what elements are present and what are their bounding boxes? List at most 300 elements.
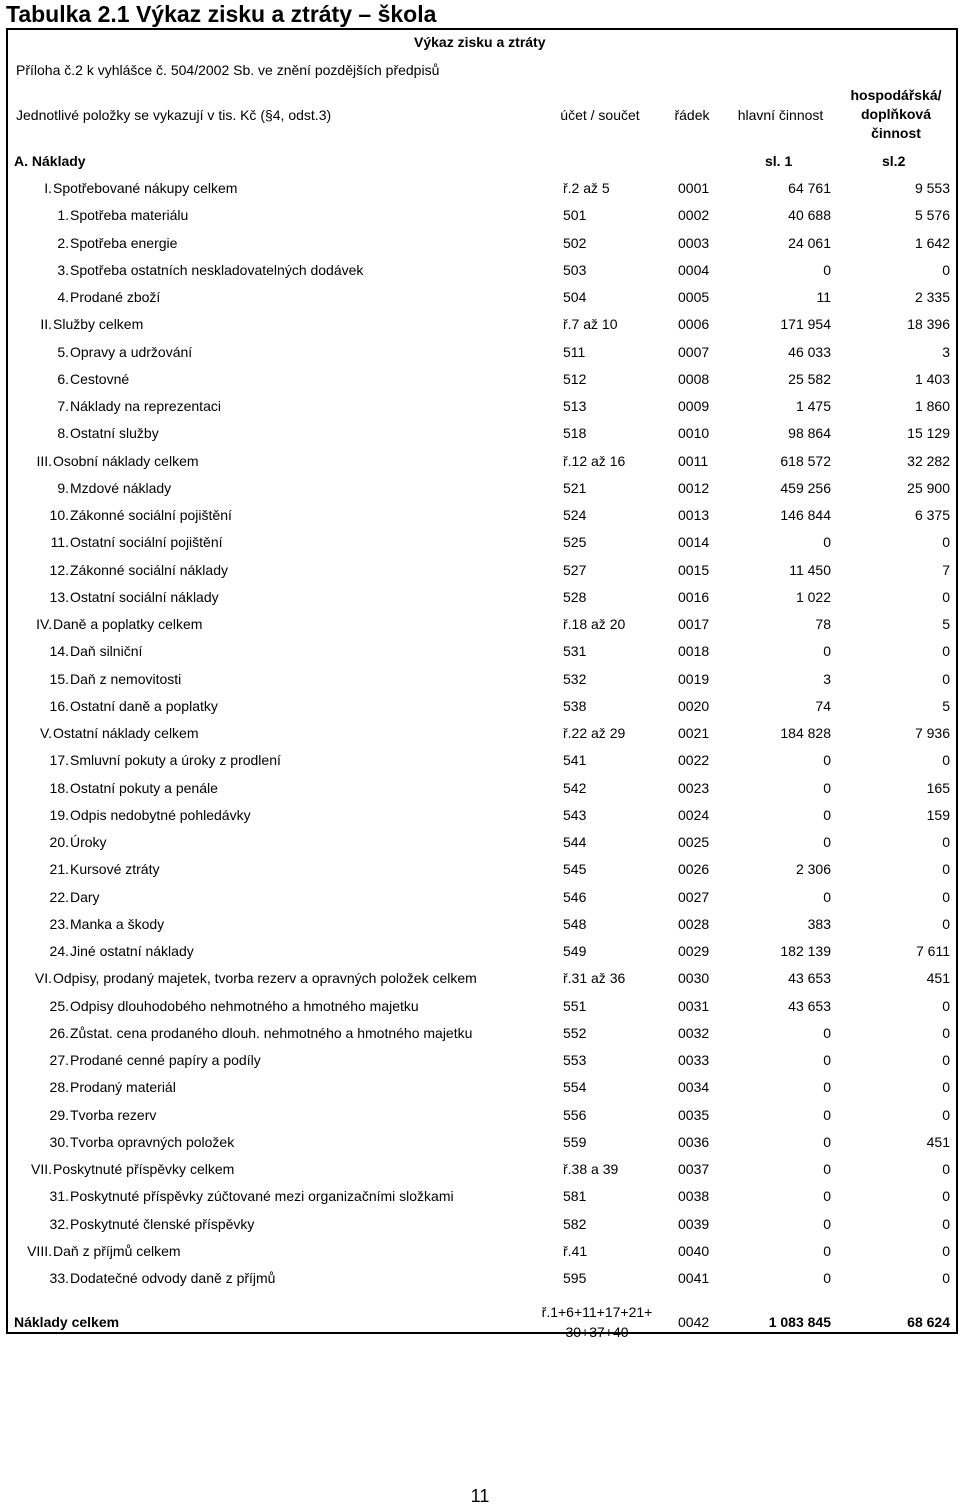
- row-label: Odpisy dlouhodobého nehmotného a hmotného majetku: [70, 997, 419, 1014]
- row-line: 0028: [678, 915, 710, 932]
- row-side-value: 0: [942, 1161, 950, 1177]
- row-main-value: 0: [823, 1242, 831, 1259]
- total-label: Náklady celkem: [14, 1314, 120, 1331]
- row-main-value: 0: [823, 779, 831, 796]
- row-number: 15.: [49, 670, 69, 687]
- row-main-value: 171 954: [780, 316, 831, 333]
- row-account: 546: [563, 888, 587, 905]
- row-account: 521: [563, 479, 587, 496]
- row-side-value: 0: [942, 1052, 950, 1068]
- table-row: [0, 584, 960, 611]
- table-row: [0, 1020, 960, 1047]
- row-number: VI.: [34, 970, 52, 987]
- row-side-value: 451: [926, 1133, 950, 1150]
- row-main-value: 1 475: [795, 398, 831, 414]
- row-label: Ostatní sociální pojištění: [70, 534, 223, 551]
- row-label: Dary: [70, 888, 100, 905]
- row-line: 0019: [678, 670, 710, 687]
- row-account: 511: [563, 343, 586, 360]
- row-main-value: 0: [823, 534, 831, 551]
- row-line: 0021: [678, 725, 710, 741]
- row-line: 0041: [678, 1270, 710, 1286]
- row-line: 0025: [678, 834, 710, 850]
- row-line: 0032: [678, 1024, 710, 1041]
- table-row: [0, 611, 960, 638]
- table-row: [0, 829, 960, 856]
- row-line: 0017: [678, 616, 710, 632]
- table-row: [0, 557, 960, 584]
- row-side-value: 0: [942, 1106, 950, 1123]
- row-side-value: 0: [942, 752, 950, 769]
- row-label: Dodatečné odvody daně z příjmů: [70, 1270, 276, 1286]
- row-account: ř.22 až 29: [563, 725, 626, 741]
- table-row: [0, 502, 960, 529]
- row-line: 0022: [678, 752, 710, 769]
- row-label: Tvorba opravných položek: [70, 1133, 235, 1150]
- row-main-value: 24 061: [788, 234, 831, 251]
- row-account: 581: [563, 1188, 587, 1205]
- row-main-value: 3: [823, 670, 831, 687]
- row-label: Prodané cenné papíry a podíly: [70, 1052, 261, 1068]
- col-side-header: hospodářská/ doplňková činnost: [850, 87, 942, 141]
- row-main-value: 98 864: [788, 425, 831, 442]
- table-row: [0, 1102, 960, 1129]
- row-side-value: 5 576: [914, 207, 950, 224]
- row-account: ř.2 až 5: [563, 180, 610, 196]
- row-label: Zákonné sociální pojištění: [70, 507, 232, 523]
- row-account: 548: [563, 915, 587, 932]
- row-side-value: 18 396: [907, 316, 950, 333]
- row-number: 8.: [57, 425, 69, 442]
- total-side-value: 68 624: [907, 1314, 950, 1331]
- table-row: [0, 993, 960, 1020]
- table-row: [0, 666, 960, 693]
- row-account: 559: [563, 1133, 587, 1150]
- row-side-value: 9 553: [914, 180, 950, 196]
- row-label: Prodané zboží: [70, 289, 161, 305]
- row-number: 20.: [49, 834, 69, 850]
- row-account: 525: [563, 534, 587, 551]
- row-line: 0031: [678, 997, 710, 1014]
- row-label: Mzdové náklady: [70, 479, 172, 496]
- row-side-value: 1 642: [914, 234, 950, 251]
- row-side-value: 2 335: [914, 289, 950, 305]
- row-account: ř.38 a 39: [563, 1161, 619, 1177]
- row-main-value: 184 828: [780, 725, 831, 741]
- row-account: 512: [563, 370, 587, 387]
- row-main-value: 11: [816, 289, 831, 305]
- table-row: [0, 965, 960, 992]
- row-side-value: 15 129: [907, 425, 950, 442]
- row-label: Spotřebované nákupy celkem: [53, 180, 238, 196]
- row-number: III.: [36, 452, 52, 469]
- row-number: 7.: [57, 398, 69, 414]
- row-number: 2.: [57, 234, 69, 251]
- row-number: II.: [40, 316, 52, 333]
- row-account: 531: [563, 643, 587, 660]
- row-side-value: 7 936: [914, 725, 950, 741]
- row-line: 0036: [678, 1133, 710, 1150]
- row-account: ř.31 až 36: [563, 970, 626, 987]
- row-main-value: 0: [823, 834, 831, 850]
- total-line: 0042: [678, 1314, 710, 1331]
- table-row: [0, 1074, 960, 1101]
- row-label: Ostatní daně a poplatky: [70, 697, 218, 714]
- row-number: 19.: [49, 806, 69, 823]
- section-a-heading: A. Náklady: [14, 153, 86, 169]
- row-number: VIII.: [27, 1242, 52, 1259]
- row-side-value: 165: [926, 779, 950, 796]
- total-main-value: 1 083 845: [768, 1314, 831, 1331]
- row-account: 595: [563, 1270, 587, 1286]
- row-line: 0001: [678, 180, 710, 196]
- units-note: Jednotlivé položky se vykazují v tis. Kč (§4, odst.3): [16, 107, 332, 123]
- row-side-value: 3: [942, 343, 950, 360]
- row-main-value: 459 256: [780, 479, 831, 496]
- row-line: 0013: [678, 507, 710, 523]
- row-account: 551: [563, 997, 587, 1014]
- row-number: 1.: [57, 207, 69, 224]
- table-row: [0, 284, 960, 311]
- row-side-value: 0: [942, 1270, 950, 1286]
- row-number: 23.: [49, 915, 69, 932]
- table-row: [0, 856, 960, 883]
- row-number: 14.: [49, 643, 69, 660]
- row-side-value: 0: [942, 534, 950, 551]
- row-side-value: 0: [942, 861, 950, 878]
- col-main-number: sl. 1: [765, 153, 793, 169]
- row-number: 18.: [49, 779, 69, 796]
- row-label: Poskytnuté příspěvky celkem: [53, 1161, 235, 1177]
- col-account-header: účet / součet: [560, 107, 640, 123]
- row-account: ř.12 až 16: [563, 452, 626, 469]
- table-row: [0, 420, 960, 447]
- row-line: 0037: [678, 1161, 710, 1177]
- row-label: Ostatní pokuty a penále: [70, 779, 218, 796]
- row-line: 0034: [678, 1079, 710, 1096]
- table-row: [0, 1211, 960, 1238]
- row-account: 542: [563, 779, 587, 796]
- annex-note: Příloha č.2 k vyhlášce č. 504/2002 Sb. ve znění pozdějších předpisů: [16, 62, 440, 78]
- row-main-value: 1 022: [795, 588, 831, 605]
- row-number: V.: [40, 725, 52, 741]
- row-label: Spotřeba energie: [70, 234, 178, 251]
- row-line: 0014: [678, 534, 710, 551]
- row-number: 11.: [50, 534, 69, 551]
- row-label: Osobní náklady celkem: [53, 452, 199, 469]
- table-row: [0, 448, 960, 475]
- row-side-value: 0: [942, 261, 950, 278]
- row-number: 6.: [57, 370, 69, 387]
- row-number: 9.: [57, 479, 69, 496]
- row-number: 30.: [49, 1133, 69, 1150]
- row-line: 0011: [678, 452, 709, 469]
- table-row: [0, 311, 960, 338]
- row-line: 0020: [678, 697, 710, 714]
- row-label: Poskytnuté příspěvky zúčtované mezi organizačními složkami: [70, 1188, 454, 1205]
- row-number: IV.: [36, 616, 52, 632]
- row-main-value: 0: [823, 1215, 831, 1232]
- row-label: Daň z příjmů celkem: [53, 1242, 181, 1259]
- row-number: 24.: [49, 943, 69, 959]
- row-main-value: 0: [823, 1161, 831, 1177]
- row-label: Zákonné sociální náklady: [70, 561, 228, 578]
- table-row: [0, 1129, 960, 1156]
- row-label: Daň z nemovitosti: [70, 670, 182, 687]
- row-label: Zůstat. cena prodaného dlouh. nehmotného a hmotného majetku: [70, 1024, 473, 1041]
- row-line: 0029: [678, 943, 710, 959]
- row-account: 518: [563, 425, 587, 442]
- row-line: 0015: [678, 561, 710, 578]
- row-label: Daně a poplatky celkem: [53, 616, 203, 632]
- row-side-value: 159: [926, 806, 950, 823]
- row-line: 0027: [678, 888, 710, 905]
- table-row: [0, 720, 960, 747]
- row-account: 504: [563, 289, 587, 305]
- row-label: Opravy a udržování: [70, 343, 193, 360]
- row-line: 0040: [678, 1242, 710, 1259]
- row-label: Jiné ostatní náklady: [70, 943, 194, 959]
- row-number: 27.: [49, 1052, 69, 1068]
- col-main-header: hlavní činnost: [737, 107, 824, 123]
- row-account: 502: [563, 234, 587, 251]
- row-main-value: 64 761: [788, 180, 831, 196]
- row-line: 0003: [678, 234, 710, 251]
- row-account: 524: [563, 507, 587, 523]
- row-main-value: 0: [823, 1133, 831, 1150]
- document-title: Tabulka 2.1 Výkaz zisku a ztráty – škola: [6, 1, 437, 27]
- row-side-value: 5: [942, 616, 950, 632]
- row-line: 0026: [678, 861, 710, 878]
- row-main-value: 0: [823, 1106, 831, 1123]
- row-line: 0016: [678, 588, 710, 605]
- table-row: [0, 257, 960, 284]
- row-number: 12.: [49, 561, 69, 578]
- row-line: 0005: [678, 289, 710, 305]
- row-line: 0035: [678, 1106, 710, 1123]
- table-row: [0, 1183, 960, 1210]
- row-line: 0033: [678, 1052, 710, 1068]
- table-row: [0, 475, 960, 502]
- table-row: [0, 1047, 960, 1074]
- row-line: 0008: [678, 370, 710, 387]
- row-main-value: 2 306: [795, 861, 831, 878]
- col-line-header: řádek: [674, 107, 710, 123]
- row-side-value: 25 900: [907, 479, 950, 496]
- row-label: Smluvní pokuty a úroky z prodlení: [70, 752, 281, 769]
- row-number: 17.: [49, 752, 69, 769]
- row-number: 13.: [49, 588, 69, 605]
- row-number: 32.: [49, 1215, 69, 1232]
- row-side-value: 0: [942, 1188, 950, 1205]
- row-main-value: 43 653: [788, 997, 831, 1014]
- total-row: [0, 1300, 960, 1344]
- row-main-value: 146 844: [780, 507, 831, 523]
- row-main-value: 43 653: [788, 970, 831, 987]
- row-account: 503: [563, 261, 587, 278]
- row-label: Manka a škody: [70, 915, 165, 932]
- row-line: 0006: [678, 316, 710, 333]
- row-label: Kursové ztráty: [70, 861, 160, 878]
- table-row: [0, 175, 960, 202]
- row-account: ř.18 až 20: [563, 616, 626, 632]
- row-number: 33.: [49, 1270, 69, 1286]
- row-account: 556: [563, 1106, 587, 1123]
- row-account: 528: [563, 588, 587, 605]
- row-main-value: 46 033: [788, 343, 831, 360]
- row-main-value: 0: [823, 888, 831, 905]
- row-side-value: 0: [942, 588, 950, 605]
- row-side-value: 32 282: [907, 452, 950, 469]
- row-label: Poskytnuté členské příspěvky: [70, 1215, 255, 1232]
- row-line: 0002: [678, 207, 710, 224]
- row-number: 10.: [49, 507, 69, 523]
- table-row: [0, 202, 960, 229]
- table-row: [0, 339, 960, 366]
- row-number: 31.: [49, 1188, 69, 1205]
- row-main-value: 0: [823, 752, 831, 769]
- row-account: ř.41: [563, 1242, 588, 1259]
- row-number: 22.: [49, 888, 69, 905]
- row-label: Náklady na reprezentaci: [70, 398, 221, 414]
- row-label: Spotřeba ostatních neskladovatelných dodávek: [70, 261, 364, 278]
- row-label: Ostatní náklady celkem: [53, 725, 199, 741]
- row-label: Odpisy, prodaný majetek, tvorba rezerv a opravných položek celkem: [53, 970, 477, 987]
- row-number: 26.: [49, 1024, 69, 1041]
- table-row: [0, 911, 960, 938]
- row-line: 0023: [678, 779, 710, 796]
- row-main-value: 0: [823, 1024, 831, 1041]
- row-main-value: 74: [815, 697, 831, 714]
- row-main-value: 618 572: [780, 452, 831, 469]
- row-main-value: 182 139: [780, 943, 831, 959]
- row-main-value: 78: [815, 616, 831, 632]
- table-row: [0, 1156, 960, 1183]
- row-account: ř.7 až 10: [563, 316, 618, 333]
- row-label: Ostatní služby: [70, 425, 159, 442]
- row-account: 552: [563, 1024, 587, 1041]
- row-main-value: 0: [823, 1270, 831, 1286]
- table-row: [0, 775, 960, 802]
- row-main-value: 0: [823, 261, 831, 278]
- row-number: 5.: [57, 343, 69, 360]
- table-row: [0, 693, 960, 720]
- row-number: 25.: [49, 997, 69, 1014]
- table-row: [0, 938, 960, 965]
- row-side-value: 1 860: [914, 398, 950, 414]
- row-main-value: 0: [823, 1079, 831, 1096]
- row-account: 538: [563, 697, 587, 714]
- row-account: 513: [563, 398, 587, 414]
- row-label: Ostatní sociální náklady: [70, 588, 219, 605]
- row-main-value: 0: [823, 643, 831, 660]
- row-account: 543: [563, 806, 587, 823]
- row-label: Služby celkem: [53, 316, 144, 333]
- row-side-value: 0: [942, 1024, 950, 1041]
- row-side-value: 7 611: [916, 943, 950, 959]
- row-account: 501: [563, 207, 587, 224]
- table-row: [0, 638, 960, 665]
- row-account: 541: [563, 752, 587, 769]
- row-account: 549: [563, 943, 587, 959]
- row-side-value: 0: [942, 1215, 950, 1232]
- row-line: 0004: [678, 261, 710, 278]
- row-side-value: 0: [942, 997, 950, 1014]
- report-name: Výkaz zisku a ztráty: [414, 34, 546, 50]
- row-account: 554: [563, 1079, 587, 1096]
- row-line: 0009: [678, 398, 710, 414]
- row-number: 4.: [57, 289, 69, 305]
- row-side-value: 451: [926, 970, 950, 987]
- row-label: Spotřeba materiálu: [70, 207, 189, 224]
- row-main-value: 11 450: [789, 561, 831, 578]
- row-line: 0039: [678, 1215, 710, 1232]
- row-line: 0024: [678, 806, 710, 823]
- row-main-value: 383: [807, 915, 831, 932]
- row-label: Tvorba rezerv: [70, 1106, 157, 1123]
- row-label: Úroky: [70, 834, 107, 850]
- col-side-number: sl.2: [882, 153, 906, 169]
- row-line: 0010: [678, 425, 710, 442]
- table-row: [0, 366, 960, 393]
- row-side-value: 1 403: [914, 370, 950, 387]
- row-number: 3.: [57, 261, 69, 278]
- row-number: VII.: [30, 1161, 52, 1177]
- row-main-value: 40 688: [788, 207, 831, 224]
- row-side-value: 0: [942, 670, 950, 687]
- row-label: Prodaný materiál: [70, 1079, 176, 1096]
- row-number: I.: [44, 180, 52, 196]
- row-side-value: 0: [942, 1242, 950, 1259]
- row-number: 29.: [49, 1106, 69, 1123]
- row-account: 545: [563, 861, 587, 878]
- row-main-value: 0: [823, 1052, 831, 1068]
- row-label: Daň silniční: [70, 643, 143, 660]
- row-side-value: 0: [942, 915, 950, 932]
- row-number: 16.: [49, 697, 69, 714]
- row-account: 527: [563, 561, 587, 578]
- row-main-value: 0: [823, 806, 831, 823]
- row-account: 544: [563, 834, 587, 850]
- row-account: 553: [563, 1052, 587, 1068]
- table-row: [0, 802, 960, 829]
- table-row: [0, 1238, 960, 1265]
- table-row: [0, 884, 960, 911]
- row-number: 21.: [49, 861, 69, 878]
- page-number: 11: [470, 1486, 490, 1506]
- table-row: [0, 230, 960, 257]
- row-side-value: 0: [942, 834, 950, 850]
- total-account: ř.1+6+11+17+21+ 30+37+40: [541, 1304, 653, 1341]
- row-line: 0030: [678, 970, 710, 987]
- row-main-value: 25 582: [788, 370, 831, 387]
- table-row: [0, 393, 960, 420]
- row-label: Cestovné: [70, 370, 130, 387]
- row-line: 0007: [678, 343, 710, 360]
- row-side-value: 0: [942, 888, 950, 905]
- table-row: [0, 747, 960, 774]
- row-account: 582: [563, 1215, 587, 1232]
- row-side-value: 6 375: [914, 507, 950, 523]
- row-side-value: 0: [942, 1079, 950, 1096]
- row-line: 0012: [678, 479, 710, 496]
- table-row: [0, 529, 960, 556]
- row-side-value: 5: [942, 697, 950, 714]
- row-main-value: 0: [823, 1188, 831, 1205]
- row-label: Odpis nedobytné pohledávky: [70, 806, 251, 823]
- row-line: 0038: [678, 1188, 710, 1205]
- row-number: 28.: [49, 1079, 69, 1096]
